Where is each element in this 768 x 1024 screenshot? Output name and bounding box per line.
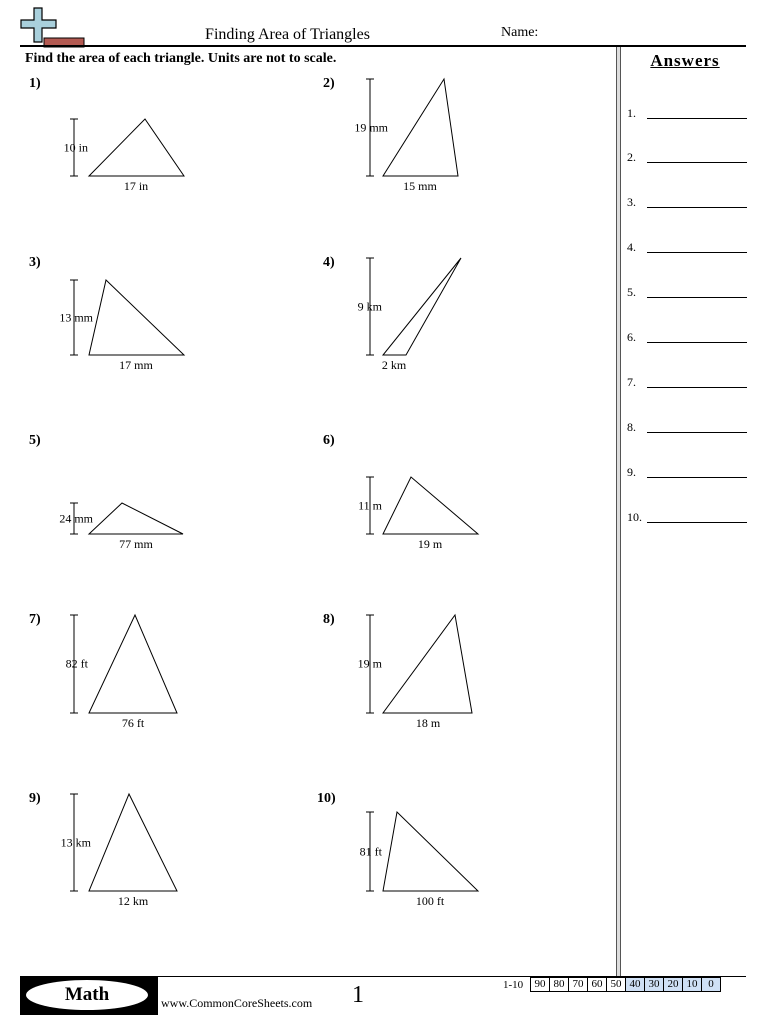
score-cell: 80	[549, 977, 569, 992]
height-label: 11 m	[358, 498, 382, 513]
height-label: 24 mm	[59, 511, 93, 526]
instructions: Find the area of each triangle. Units are not to scale.	[25, 51, 337, 66]
score-cell: 20	[663, 977, 683, 992]
score-range-label: 1-10	[503, 979, 524, 991]
score-cell: 30	[644, 977, 664, 992]
height-label: 82 ft	[65, 656, 88, 671]
answer-number: 2.	[627, 150, 636, 164]
problem-number: 7)	[29, 612, 41, 627]
score-cell: 0	[701, 977, 721, 992]
triangle-4	[383, 258, 461, 355]
problem-number: 6)	[323, 433, 335, 448]
triangle-7	[89, 615, 177, 713]
page-number: 1	[352, 982, 364, 1008]
triangle-10	[383, 812, 478, 891]
triangle-2	[383, 79, 458, 176]
problem-number: 8)	[323, 612, 335, 627]
base-label: 100 ft	[415, 894, 445, 908]
footer-math-label: Math	[26, 980, 148, 1010]
answer-number: 7.	[627, 375, 636, 389]
score-cell: 40	[625, 977, 645, 992]
problem-number: 9)	[29, 791, 41, 806]
score-cell: 60	[587, 977, 607, 992]
problem-number: 3)	[29, 255, 41, 270]
base-label: 12 km	[117, 894, 149, 908]
base-label: 76 ft	[121, 716, 145, 730]
base-label: 15 mm	[403, 179, 437, 193]
problem-number: 4)	[323, 255, 335, 270]
answer-number: 1.	[627, 106, 636, 120]
answer-number: 5.	[627, 285, 636, 299]
triangle-1	[89, 119, 184, 176]
height-label: 9 km	[357, 299, 382, 314]
score-table	[531, 977, 721, 992]
base-label: 17 in	[123, 179, 149, 193]
problem-number: 10)	[317, 791, 336, 806]
name-label: Name:	[501, 25, 539, 40]
triangle-8	[383, 615, 472, 713]
problem-number: 2)	[323, 76, 335, 91]
answer-number: 3.	[627, 195, 636, 209]
triangle-5	[89, 503, 183, 534]
triangle-3	[89, 280, 184, 355]
base-label: 19 m	[417, 537, 443, 551]
answer-number: 4.	[627, 240, 636, 254]
height-label: 13 mm	[59, 310, 93, 325]
height-label: 19 m	[357, 656, 382, 671]
triangle-9	[89, 794, 177, 891]
triangle-6	[383, 477, 478, 534]
score-cell: 50	[606, 977, 626, 992]
base-label: 17 mm	[119, 358, 153, 372]
answer-number: 10.	[627, 510, 642, 524]
score-cell: 90	[530, 977, 550, 992]
answer-number: 6.	[627, 330, 636, 344]
score-cell: 10	[682, 977, 702, 992]
answers-title: Answers	[650, 51, 720, 70]
problem-number: 5)	[29, 433, 41, 448]
score-cell: 70	[568, 977, 588, 992]
height-label: 10 in	[63, 140, 88, 155]
answer-number: 9.	[627, 465, 636, 479]
height-label: 13 km	[60, 835, 91, 850]
answer-number: 8.	[627, 420, 636, 434]
problem-number: 1)	[29, 76, 41, 91]
footer-website[interactable]: www.CommonCoreSheets.com	[161, 996, 313, 1010]
worksheet-title: Finding Area of Triangles	[205, 26, 370, 43]
base-label: 18 m	[415, 716, 441, 730]
height-label: 81 ft	[359, 844, 382, 859]
height-label: 19 mm	[354, 120, 388, 135]
base-label: 2 km	[381, 358, 407, 372]
base-label: 77 mm	[119, 537, 153, 551]
